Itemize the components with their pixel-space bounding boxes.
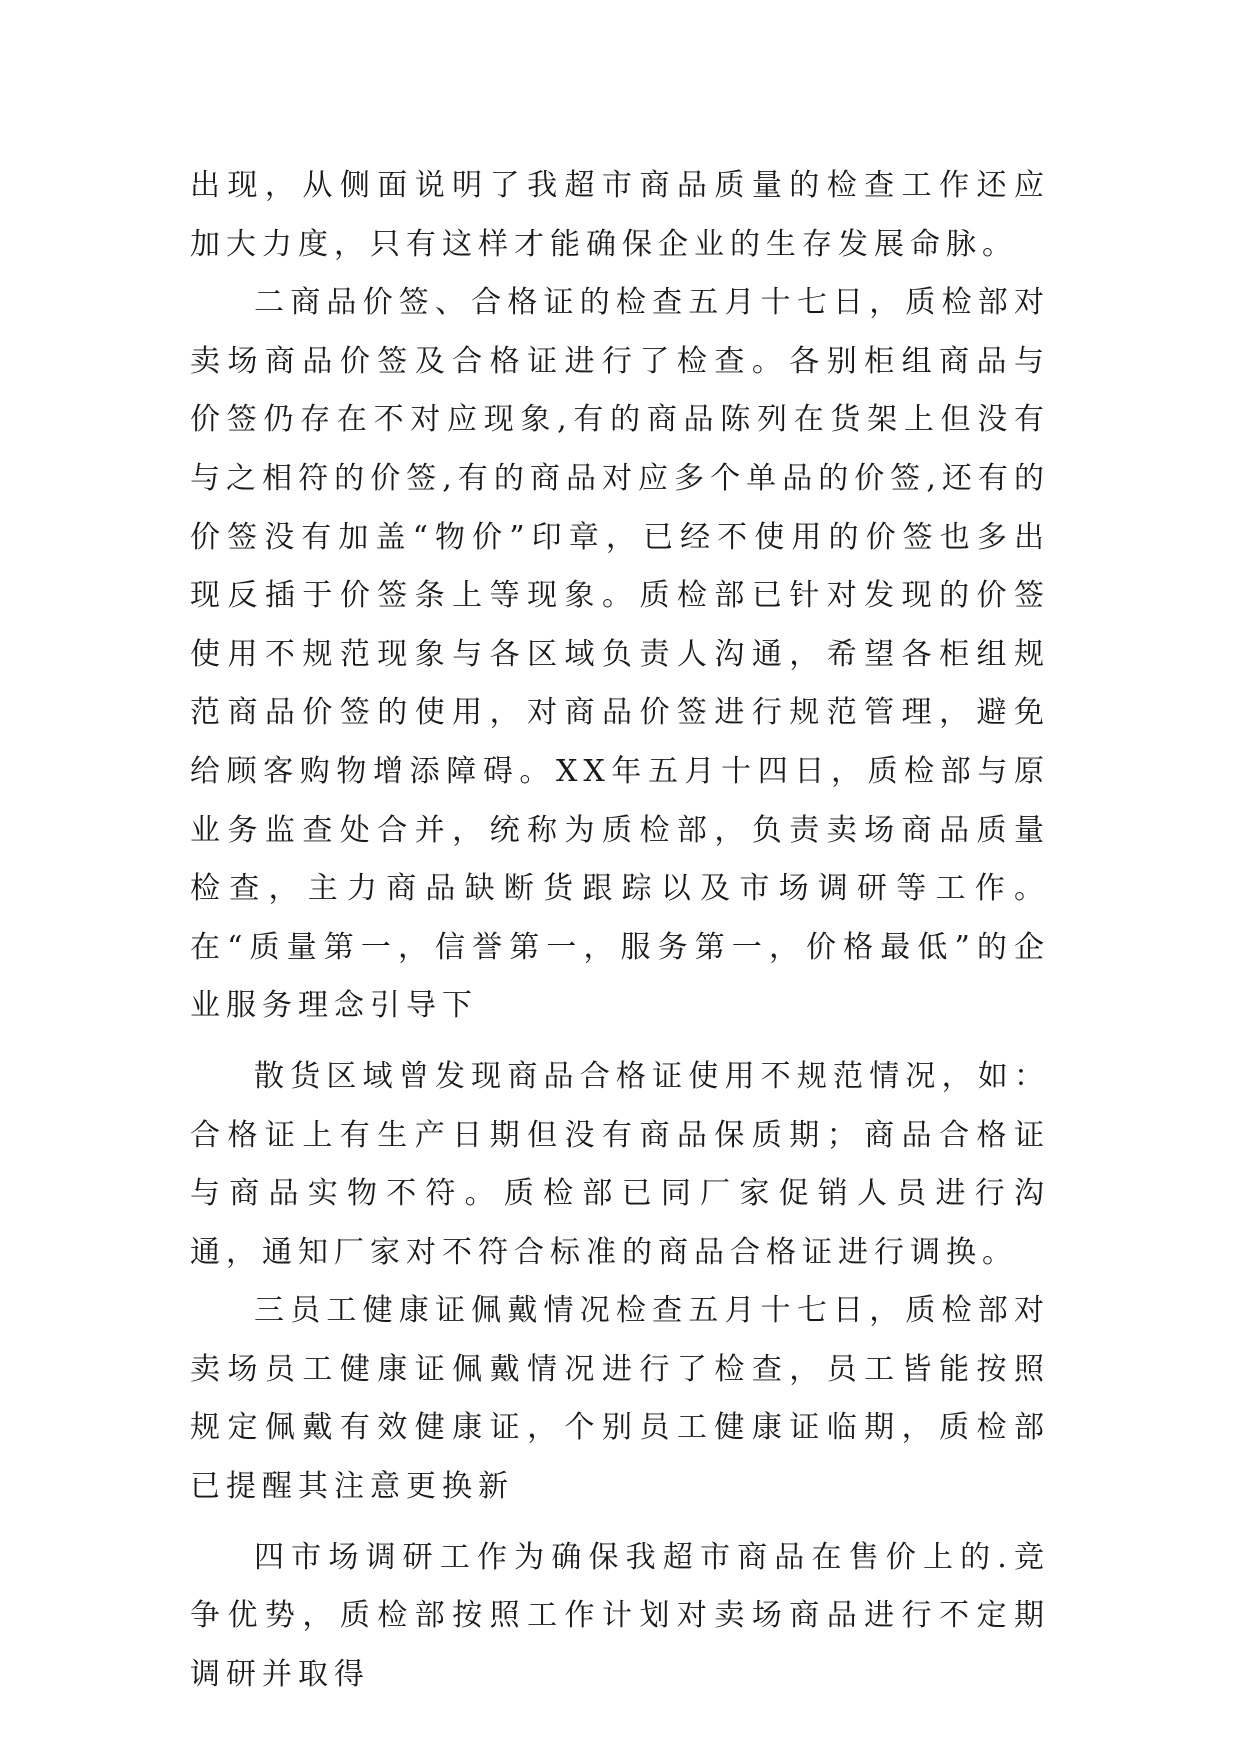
paragraph-health-certificate-check: 三员工健康证佩戴情况检查五月十七日，质检部对卖场员工健康证佩戴情况进行了检查，员工皆能按照规定佩戴有效健康证，个别员工健康证临期，质检部已提醒其注意更换新 bbox=[190, 1293, 1050, 1505]
paragraph-price-tag-check: 二商品价签、合格证的检查五月十七日，质检部对卖场商品价签及合格证进行了检查。各别柜组商品与价签仍存在不对应现象,有的商品陈列在货架上但没有与之相符的价签,有的商品对应多个单品的价签,还有的价签没有加盖“物价”印章，已经不使用的价签也多出现反插于价签条上等现象。质检部已针对发现的价签使用不规范现象与各区域负责人沟通，希望各柜组规范商品价签的使用，对商品价签进行规范管理，避免给顾客购物增添障碍。XX年五月十四日，质检部与原业务监查处合并，统称为质检部，负责卖场商品质量检查，主力商品缺断货跟踪以及市场调研等工作。在“质量第一，信誉第一，服务第一，价格最低”的企业服务理念引导下 bbox=[190, 285, 1050, 1024]
document-body bbox=[190, 157, 1050, 1704]
paragraph-certificate-issues: 散货区域曾发现商品合格证使用不规范情况，如：合格证上有生产日期但没有商品保质期；商品合格证与商品实物不符。质检部已同厂家促销人员进行沟通，通知厂家对不符合标准的商品合格证进行调换。 bbox=[190, 1058, 1050, 1270]
paragraph-continued: 出现，从侧面说明了我超市商品质量的检查工作还应加大力度，只有这样才能确保企业的生存发展命脉。 bbox=[190, 168, 1050, 262]
paragraph-market-research: 四市场调研工作为确保我超市商品在售价上的.竞争优势，质检部按照工作计划对卖场商品进行不定期调研并取得 bbox=[190, 1539, 1050, 1692]
